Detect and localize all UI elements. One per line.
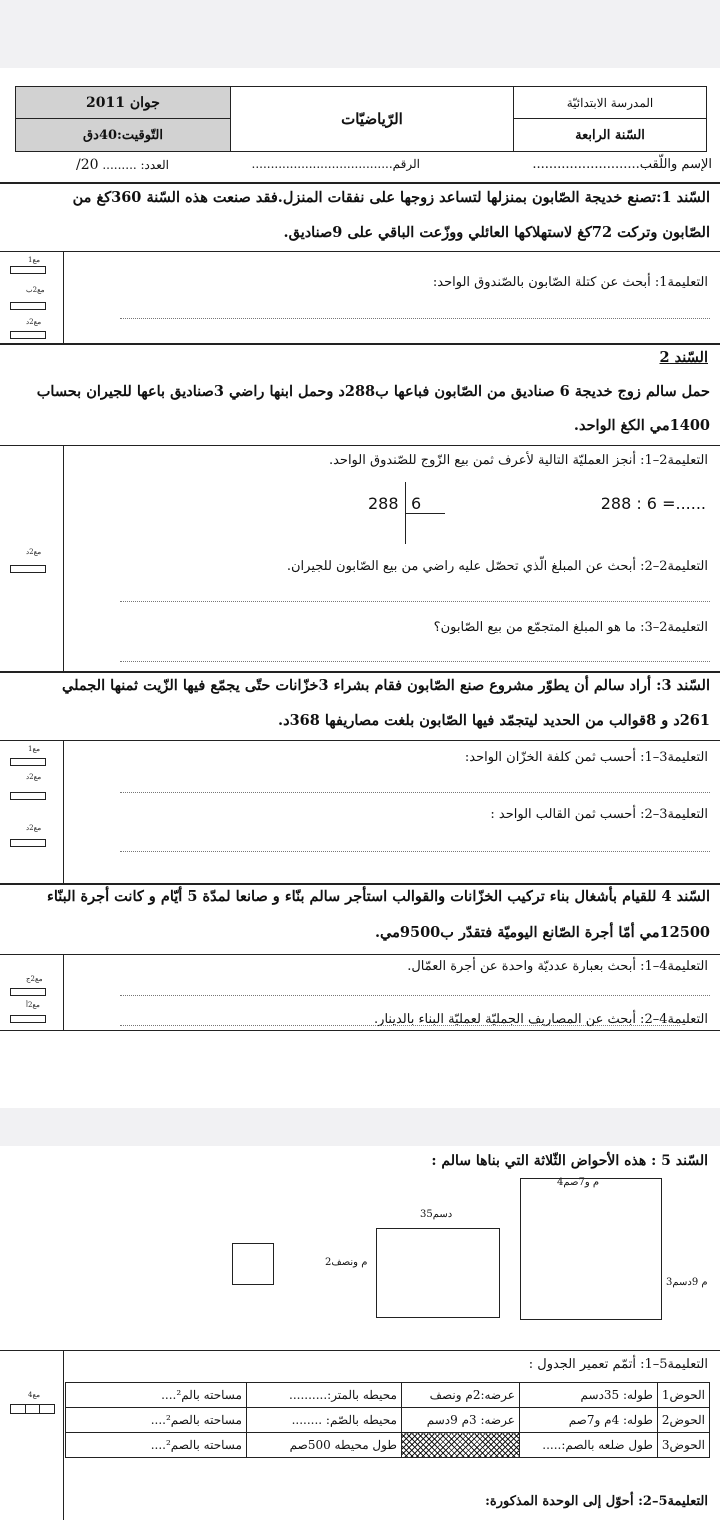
page-gap (0, 1108, 720, 1146)
sanad2-line1: حمل سالم زوج خديجة 6 صناديق من الصّابون فباعها ب288د وحمل ابنها راضي 3صناديق باعها للجيران بحساب (36, 383, 710, 400)
score-label: مع2ج (26, 975, 43, 983)
sanad1-line2: الصّابون وتركت 72كغ لاستهلاكها العائلي ووزّعت الباقي على 9صناديق. (283, 224, 710, 241)
exam-duration: التّوقيت:40دق (16, 119, 230, 151)
mid-basin-height: 2م ونصف (325, 1257, 368, 1268)
margin-column (0, 445, 64, 671)
basins-table (65, 1382, 710, 1458)
sanad2-task2: التعليمة2–2: أبحث عن المبلغ الّذي تحصّل عليه راضي من بيع الصّابون للجيران. (286, 559, 708, 574)
hatched-cell (401, 1433, 519, 1458)
answer-line[interactable] (120, 851, 710, 852)
sanad4-task2: التعليمة4–2: أبحث عن المصاريف الجمليّة لعمليّة البناء بالدينار. (374, 1012, 708, 1027)
score-label: مع2د (26, 318, 42, 326)
mid-basin-width: 35دسم (420, 1209, 453, 1220)
sanad4-line1: السّند 4 للقيام بأشغال بناء تركيب الخزّانات والقوالب استأجر سالم بنّاء و صانعا لمدّة 5 أيّام و كانت أجرة البنّاء (47, 888, 710, 905)
score-box[interactable] (10, 331, 46, 339)
divider (0, 740, 720, 741)
divider (0, 1030, 720, 1031)
mid-basin (376, 1228, 500, 1318)
sanad2-title: السّند 2 (659, 349, 708, 366)
score-box[interactable] (10, 839, 46, 847)
sanad3-task2: التعليمة3–2: أحسب ثمن القالب الواحد : (490, 807, 708, 822)
score-label: مع1 (28, 256, 40, 264)
answer-line[interactable] (120, 601, 710, 602)
score-box[interactable] (10, 266, 46, 274)
table-cell[interactable]: محيطه بالمتر:.......... (246, 1383, 401, 1408)
sanad3-line1: السّند 3: أراد سالم أن يطوّر مشروع صنع الصّابون فقام بشراء 3خزّانات حتّى يجمّع فيها الزّيت ثمنها الجملي (62, 677, 710, 694)
table-row (66, 1383, 710, 1408)
school-name: المدرسة الابتدائيّة (513, 87, 706, 119)
divider (0, 182, 720, 184)
sanad1-line1: السّند 1:تصنع خديجة الصّابون بمنزلها لتساعد زوجها على نفقات المنزل.فقد صنعت هذه السّنة 360كغ من (72, 189, 710, 206)
divider (0, 251, 720, 252)
table-cell: الحوض1 (657, 1383, 709, 1408)
number-label: الرقم..................................... (251, 157, 420, 171)
exam-date: جوان 2011 (16, 87, 230, 119)
sanad2-line2: 1400مي الكغ الواحد. (573, 417, 710, 434)
sanad5-title: السّند 5 : هذه الأحواض الثّلاثة التي بناها سالم : (431, 1153, 708, 1169)
score-box[interactable] (10, 1015, 46, 1023)
score-box[interactable] (10, 758, 46, 766)
table-cell: عرضه:2م ونصف (401, 1383, 519, 1408)
table-cell[interactable]: طول ضلعه بالصم:..... (519, 1433, 657, 1458)
table-cell[interactable]: مساحته بالم².... (66, 1383, 247, 1408)
sanad3-task1: التعليمة3–1: أحسب ثمن كلفة الخزّان الواحد: (464, 750, 708, 765)
score-label: مع2د (26, 548, 42, 556)
score-box[interactable] (10, 302, 46, 310)
score-label: مع2ب (26, 286, 45, 294)
margin-column (0, 251, 64, 343)
table-cell: طول محيطه 500صم (246, 1433, 401, 1458)
big-basin (520, 1178, 662, 1320)
top-band (0, 0, 720, 68)
table-row (66, 1433, 710, 1458)
score-label: مع1 (28, 745, 40, 753)
score-total: العدد: ......... 20/ (76, 157, 169, 173)
score-label: مع2د (26, 824, 42, 832)
division-bar (405, 513, 445, 514)
sanad2-task3: التعليمة2–3: ما هو المبلغ المتجمّع من بيع الصّابون؟ (433, 620, 708, 635)
sanad4-task1: التعليمة4–1: أبحث بعبارة عدديّة واحدة عن أجرة العمّال. (407, 959, 708, 974)
big-basin-width: 4م و7صم (557, 1177, 600, 1188)
grade: السّنة الرابعة (513, 119, 706, 151)
sanad5-task1: التعليمة5–1: أتمّم تعمير الجدول : (528, 1357, 708, 1372)
divider (0, 445, 720, 446)
table-cell: عرضه: 3م 9دسم (401, 1408, 519, 1433)
answer-line[interactable] (120, 318, 710, 319)
subject: الرّياضيّات (230, 87, 513, 151)
division-dividend: 288 (368, 494, 399, 513)
score-label: مع2د (26, 773, 42, 781)
margin-column (0, 1350, 64, 1520)
sanad2-task1: التعليمة2–1: أنجز العمليّة التالية لأعرف ثمن بيع الزّوج للصّندوق الواحد. (328, 453, 708, 468)
division-divisor: 6 (411, 494, 422, 513)
divider (0, 343, 720, 345)
score-box[interactable] (10, 565, 46, 573)
table-cell[interactable]: مساحته بالصم².... (66, 1433, 247, 1458)
score-label: مع4 (28, 1391, 40, 1399)
answer-line[interactable] (120, 995, 710, 996)
answer-line[interactable] (120, 1025, 680, 1026)
table-cell: طوله: 35دسم (519, 1383, 657, 1408)
table-cell[interactable]: محيطه بالصّم: ........ (246, 1408, 401, 1433)
answer-line[interactable] (120, 792, 710, 793)
divider (0, 883, 720, 885)
table-cell: الحوض2 (657, 1408, 709, 1433)
score-box[interactable] (10, 1404, 55, 1414)
sanad1-task1: التعليمة1: أبحث عن كتلة الصّابون بالصّندوق الواحد: (432, 275, 708, 290)
header-table (15, 86, 707, 152)
small-basin (232, 1243, 274, 1285)
big-basin-height: 3م 9دسم (666, 1277, 708, 1288)
divider (0, 1350, 720, 1351)
score-label: مع2أ (26, 1001, 40, 1009)
table-cell: الحوض3 (657, 1433, 709, 1458)
divider (0, 954, 720, 955)
table-cell: طوله: 4م و7صم (519, 1408, 657, 1433)
divider (0, 671, 720, 673)
sanad3-line2: 261د و 8قوالب من الحديد ليتجمّد فيها الصّابون بلغت مصاريفها 368د. (278, 712, 710, 729)
sanad4-line2: 12500مي أمّا أجرة الصّانع اليوميّة فتقدّر ب9500مي. (375, 924, 710, 941)
score-box[interactable] (10, 792, 46, 800)
division-expression: 288 : 6 =...... (600, 494, 706, 513)
answer-line[interactable] (120, 661, 710, 662)
name-label: الإسم واللّقب.......................... (532, 157, 712, 172)
table-row (66, 1408, 710, 1433)
score-box[interactable] (10, 988, 46, 996)
table-cell[interactable]: مساحته بالصم².... (66, 1408, 247, 1433)
sanad5-task2: التعليمة5–2: أحوّل إلى الوحدة المذكورة: (485, 1494, 708, 1509)
